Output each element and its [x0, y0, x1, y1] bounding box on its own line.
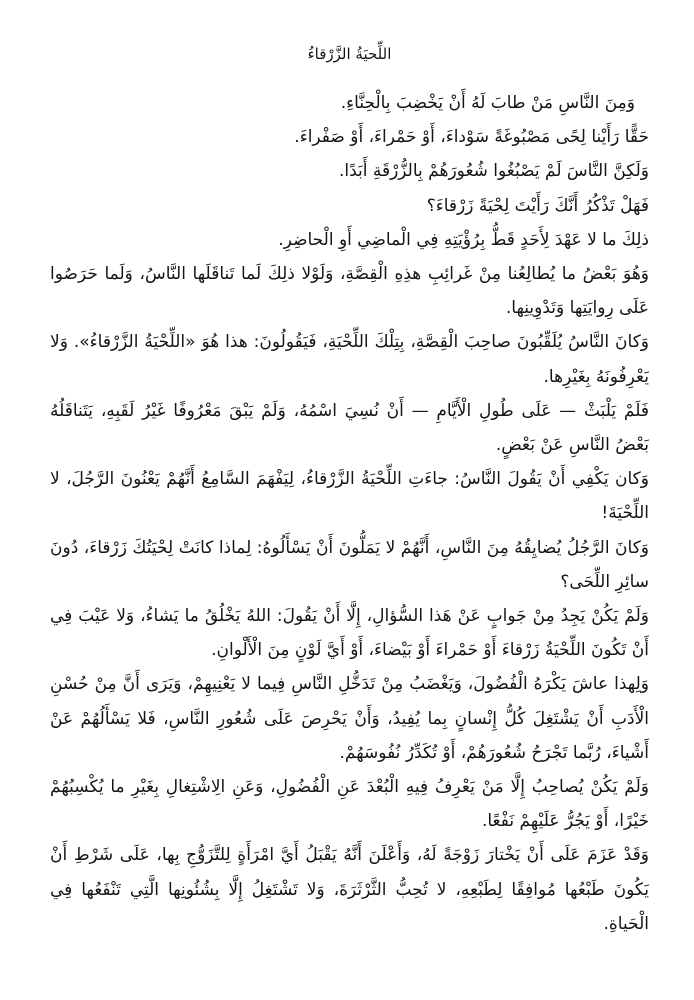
- paragraph-5: ذلِكَ ما لا عَهْدَ لِأَحَدٍ قَطُّ بِرُؤْيَتِهِ فِي الْماضِي أَوِ الْحاضِرِ.: [278, 229, 649, 250]
- paragraph-3: وَلَكِنَّ النَّاسَ لَمْ يَصْبُغُوا شُعُورَهُمْ بِالزُّرْقَةِ أَبَدًا.: [338, 161, 649, 182]
- paragraph-14: وَقَدْ عَزَمَ عَلَى أَنْ يَخْتارَ زَوْجَةً لَهُ، وَأَعْلَنَ أَنَّهُ يَقْبَلُ أَيَّ امْرَأَةٍ لِلتَّزَوُّجِ بِها، عَلَى شَرْطِ أَنْ يَكُونَ طَبْعُها مُوافِقًا لِطَبْعِهِ، لا تُحِبُّ الثَّرْثَرَةَ، وَلا تَشْتَغِلُ إِلَّا بِشُئُونِها الَّتِي تَنْفَعُها فِي الْحَياةِ.: [50, 845, 649, 934]
- paragraph-1: وَمِنَ النَّاسِ مَنْ طابَ لَهُ أَنْ يَخْضِبَ بِالْحِنَّاءِ.: [340, 93, 635, 113]
- paragraph-6: وَهُوَ بَعْضُ ما يُطالِعُنا مِنْ غَرائِبِ هذِهِ الْقِصَّةِ، وَلَوْلا ذلِكَ لَما تَناقَلَها النَّاسُ، وَلَما حَرَصُوا عَلَى رِوايَتِها وَتَدْوِينِها.: [50, 264, 649, 319]
- paragraph-10: وَكانَ الرَّجُلُ يُضايِقُهُ مِنَ النَّاسِ، أَنَّهُمْ لا يَمَلُّونَ أَنْ يَسْأَلُوهُ: لِماذا كانَتْ لِحْيَتُكَ زَرْقاءَ، دُونَ سائِرِ اللِّحَى؟: [50, 537, 649, 592]
- paragraph-11: وَلَمْ يَكُنْ يَجِدُ مِنْ جَوابٍ عَنْ هَذا السُّؤالِ، إِلَّا أَنْ يَقُولَ: اللهُ يَخْلُقُ ما يَشاءُ، وَلا عَيْبَ فِي أَنْ تَكُونَ اللِّحْيَةُ زَرْقاءَ أَوْ حَمْراءَ أَوْ بَيْضاءَ، أَوْ أَيَّ لَوْنٍ مِنَ الْأَلْوانِ.: [50, 606, 649, 661]
- paragraph-7: وَكانَ النَّاسُ يُلَقِّبُونَ صاحِبَ الْقِصَّةِ، بِتِلْكَ اللِّحْيَةِ، فَيَقُولُونَ: هذا هُوَ «اللِّحْيَةُ الزَّرْقاءُ». وَلا يَعْرِفُونَهُ بِغَيْرِها.: [50, 332, 649, 387]
- paragraph-2: حَقًّا رَأَيْنا لِحًى مَصْبُوغَةً سَوْداءَ، أَوْ حَمْراءَ، أَوْ صَفْراءَ.: [294, 127, 649, 148]
- page-title: اللِّحيَةُ الزَّرْقاءُ: [307, 45, 392, 63]
- paragraph-4: فَهَلْ تَذْكُرُ أَنَّكَ رَأَيْتَ لِحْيَةً زَرْقاءَ؟: [426, 195, 649, 216]
- paragraph-8: فَلَمْ يَلْبَثْ — عَلَى طُولِ الْأَيَّامِ — أَنْ نُسِيَ اسْمُهُ، وَلَمْ يَبْقَ مَعْرُوفًا غَيْرُ لَقَبِهِ، يَتَناقَلُهُ بَعْضُ النَّاسِ عَنْ بَعْضٍ.: [50, 400, 649, 456]
- paragraph-12: وَلِهذا عاشَ يَكْرَهُ الْفُضُولَ، وَيَغْضَبُ مِنْ تَدَخُّلِ النَّاسِ فِيما لا يَعْنِيهِمْ، وَيَرَى أَنَّ مِنْ حُسْنِ الْأَدَبِ أَنْ يَشْتَغِلَ كُلُّ إِنْسانٍ بِما يُفِيدُ، وَأَنْ يَحْرِصَ عَلَى شُعُورِ النَّاسِ، فَلا يَسْأَلُهُمْ عَنْ أَشْياءَ، رُبَّما تَجْرَحُ شُعُورَهُمْ، أَوْ تُكَدِّرُ نُفُوسَهُمْ.: [50, 674, 649, 763]
- paragraph-9: وَكان يَكْفِي أَنْ يَقُولَ النَّاسُ: جاءَتِ اللِّحْيَةُ الزَّرْقاءُ، لِيَفْهَمَ السَّامِعُ أَنَّهُمْ يَعْنُونَ الرَّجُلَ، لا اللِّحْيَةَ!: [50, 469, 649, 524]
- paragraph-13: وَلَمْ يَكُنْ يُصاحِبُ إِلَّا مَنْ يَعْرِفُ فِيهِ الْبُعْدَ عَنِ الْفُضُولِ، وَعَنِ الِاشْتِغالِ بِغَيْرِ ما يُكْسِبُهُمْ خَيْرًا، أَوْ يَجُرُّ عَلَيْهِمْ نَفْعًا.: [50, 777, 649, 832]
- story-body: [50, 86, 649, 941]
